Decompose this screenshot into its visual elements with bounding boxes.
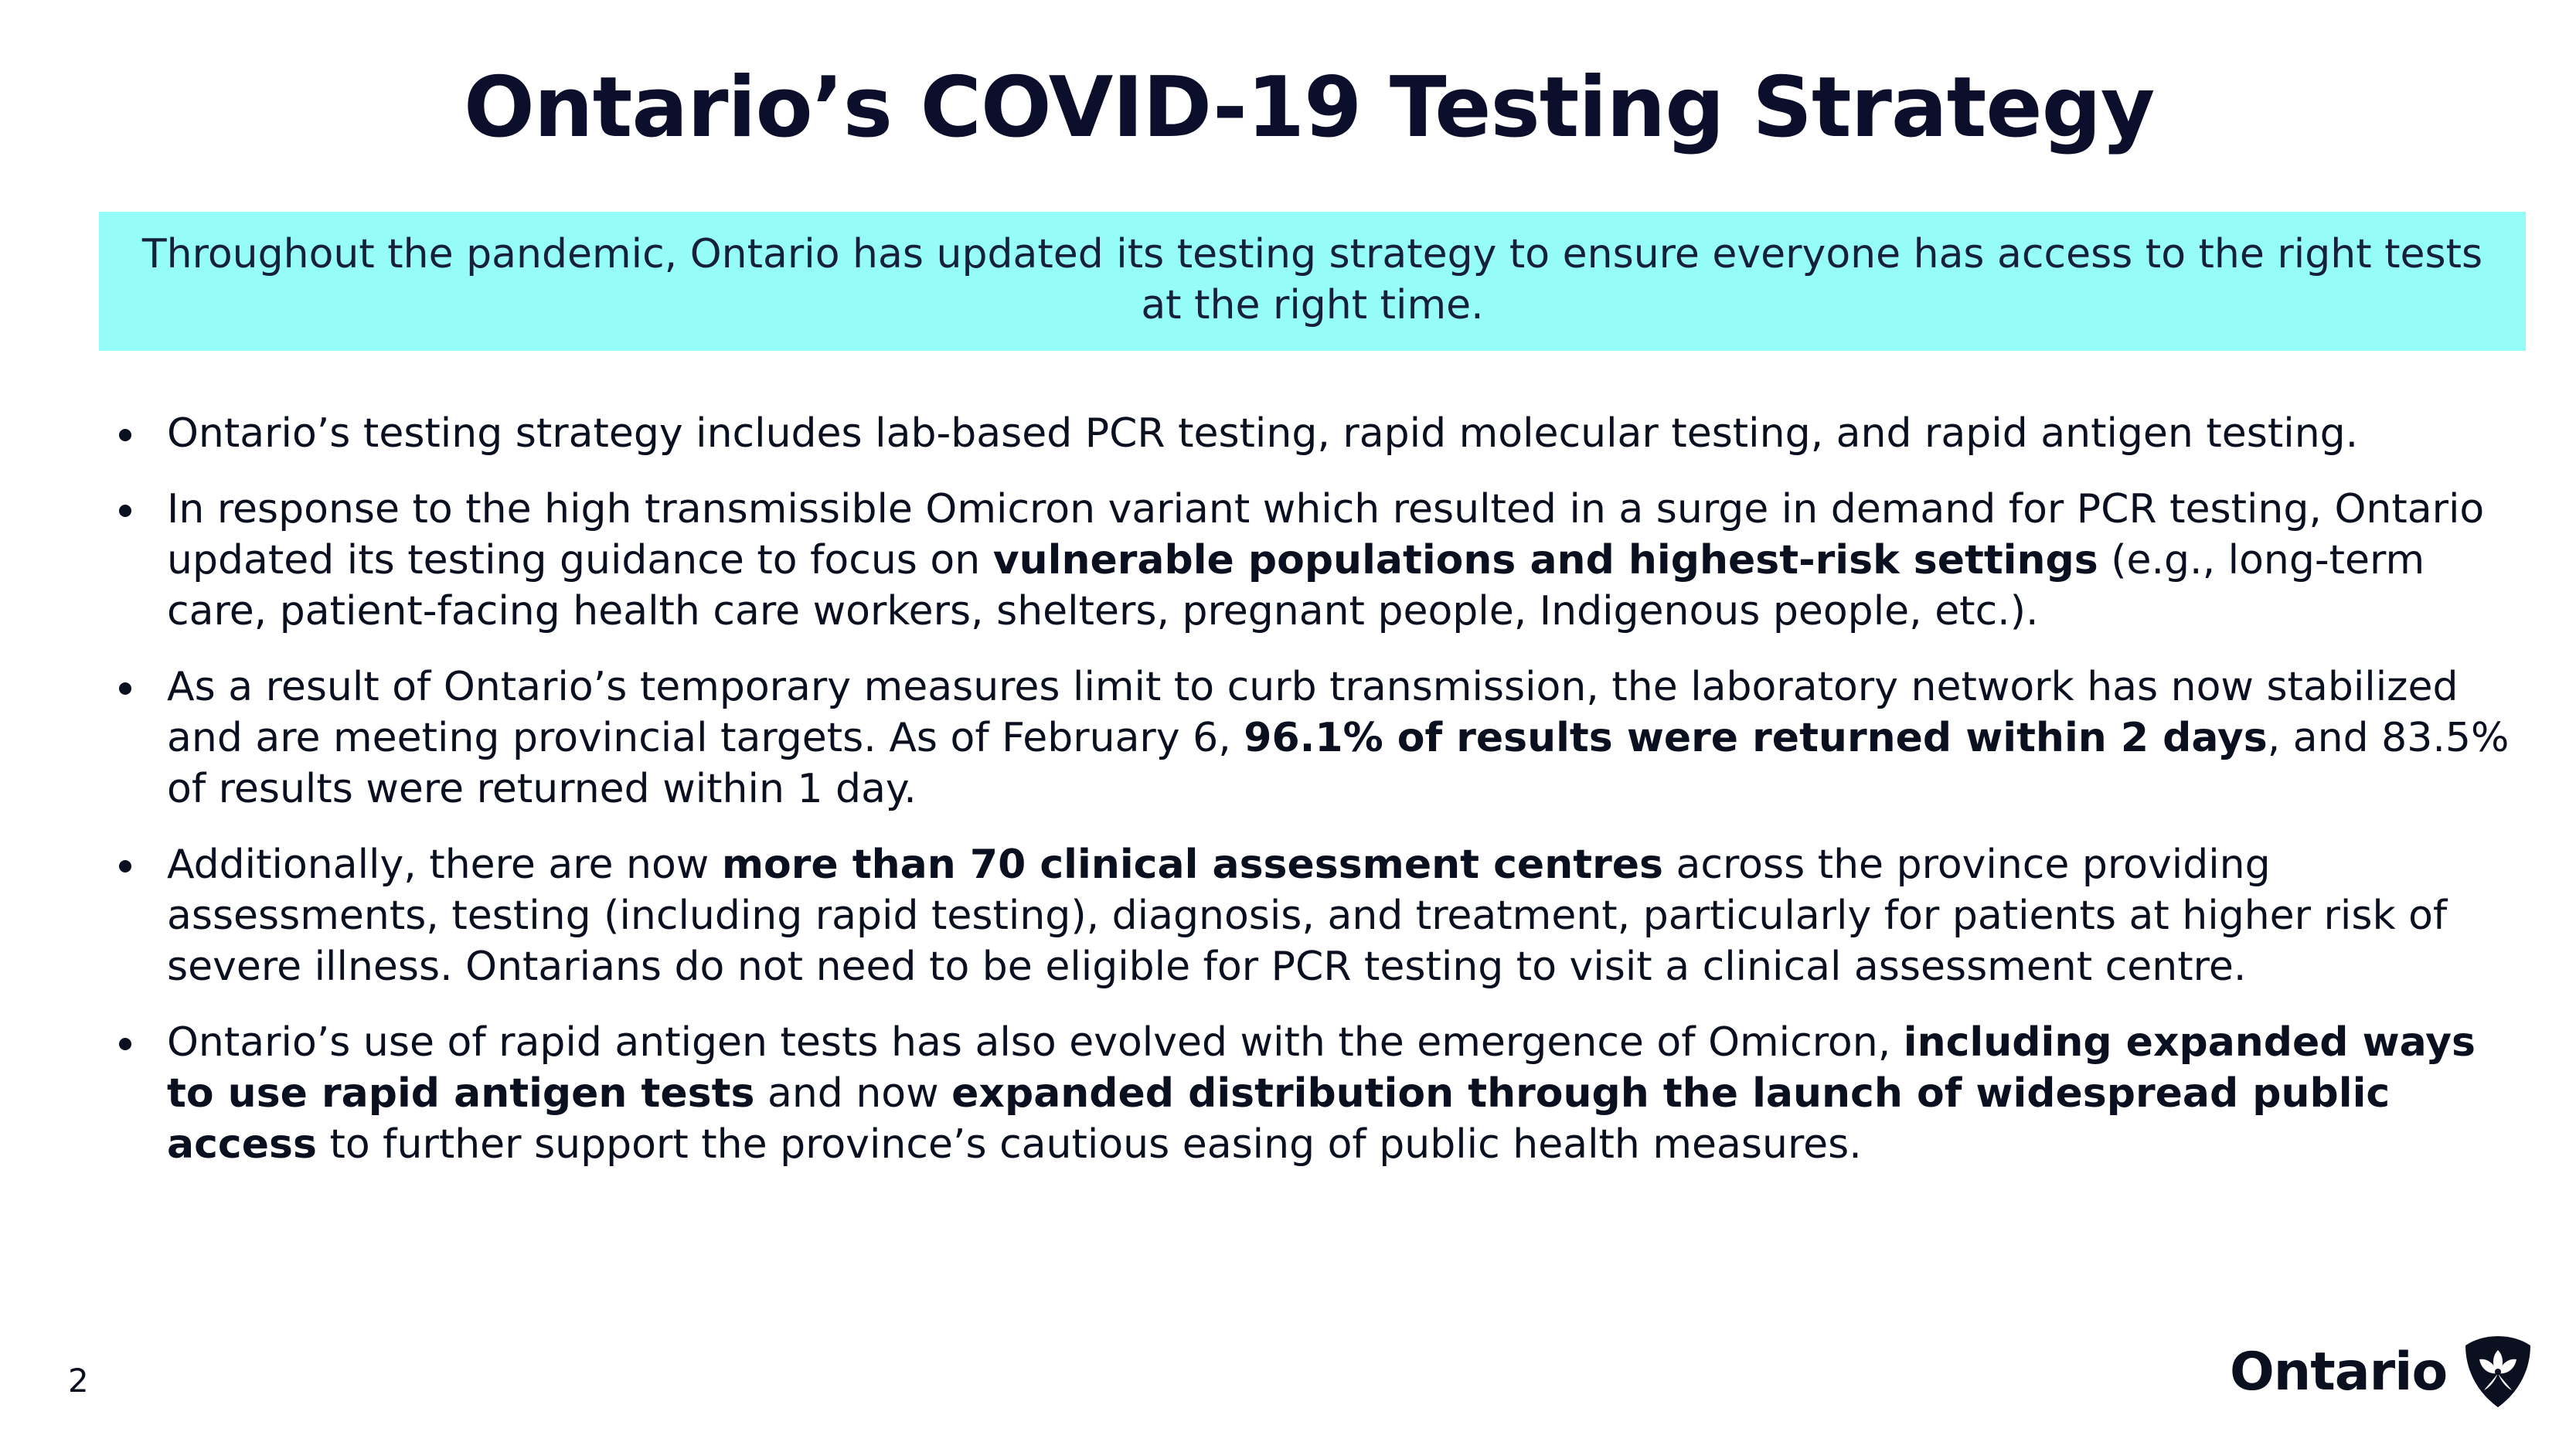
bullet-text-segment: Ontario’s use of rapid antigen tests has also evolved with the emergence of Omicron, [167, 1019, 1904, 1066]
page-number: 2 [68, 1362, 89, 1400]
bullet-text-bold: more than 70 clinical assessment centres [721, 842, 1663, 888]
logo-wordmark: Ontario [2230, 1341, 2448, 1403]
ontario-logo [2230, 1329, 2537, 1414]
slide-title: Ontario’s COVID-19 Testing Strategy [464, 60, 2155, 156]
bullet-text-bold: including expanded ways to use rapid antigen tests [167, 1019, 2476, 1117]
bullet-item [116, 839, 2512, 992]
bullet-item [116, 1017, 2512, 1170]
bullet-text-bold: 96.1% of results were returned within 2 days [1244, 715, 2268, 761]
bullet-item [116, 662, 2512, 815]
bullet-text-segment: across the province providing assessments, testing (including rapid testing), diagnosis, and treatment, particularly for patients at higher risk of severe illness. Ontarians do not need to be eligible for PCR testing to visit a clinical assessment centre. [167, 842, 2448, 990]
bullet-text-segment: As a result of Ontario’s temporary measures limit to curb transmission, the laboratory network has now stabilized and are meeting provincial targets. As of February 6, [167, 664, 2459, 761]
bullet-dot-icon [119, 682, 131, 695]
bullet-text-segment: In response to the high transmissible Omicron variant which resulted in a surge in demand for PCR testing, Ontario updated its testing guidance to focus on [167, 486, 2485, 583]
bullet-item [116, 408, 2512, 459]
bullet-list [116, 408, 2512, 1195]
trillium-icon [2459, 1333, 2537, 1410]
banner-text: Throughout the pandemic, Ontario has updated its testing strategy to ensure everyone has access to the right tests at the right time. [141, 231, 2483, 328]
bullet-text-segment: (e.g., long-term care, patient-facing health care workers, shelters, pregnant people, Indigenous people, etc.). [167, 537, 2425, 634]
bullet-dot-icon [119, 860, 131, 872]
bullet-dot-icon [119, 429, 131, 441]
bullet-item [116, 484, 2512, 637]
bullet-text-segment: and now [754, 1070, 952, 1117]
summary-banner [99, 212, 2526, 351]
bullet-text-segment: Additionally, there are now [167, 842, 722, 888]
bullet-text-segment: Ontario’s testing strategy includes lab-based PCR testing, rapid molecular testing, and rapid antigen testing. [167, 410, 2359, 457]
bullet-dot-icon [119, 1038, 131, 1050]
bullet-text-bold: vulnerable populations and highest-risk settings [992, 537, 2098, 583]
bullet-text-bold: expanded distribution through the launch of widespread public access [167, 1070, 2391, 1168]
bullet-dot-icon [119, 505, 131, 517]
bullet-text-segment: , and 83.5% of results were returned within 1 day. [167, 715, 2510, 812]
bullet-text-segment: to further support the province’s cautious easing of public health measures. [316, 1121, 1862, 1168]
